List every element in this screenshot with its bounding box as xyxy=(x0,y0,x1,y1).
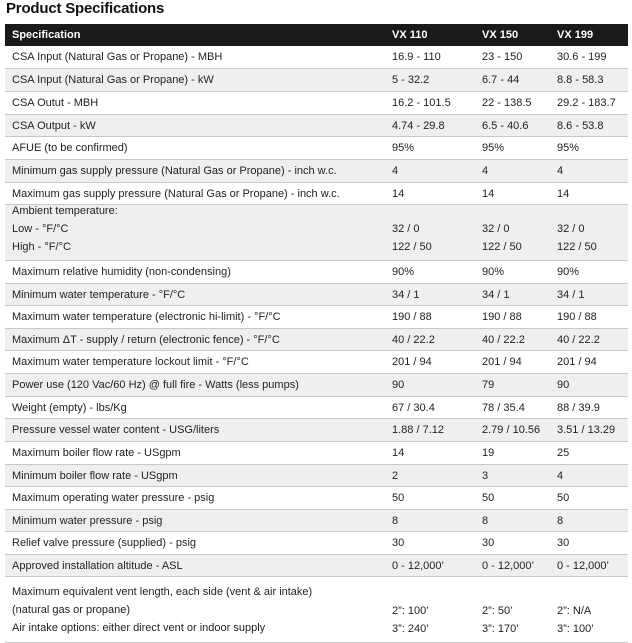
cell-text: 2 xyxy=(392,469,399,482)
vx110-value xyxy=(388,397,479,418)
vx150-value xyxy=(479,374,553,396)
cell-text: 90% xyxy=(557,266,580,278)
vx199-value xyxy=(553,487,628,509)
cell-text: 16.2 - 101.5 xyxy=(392,97,451,109)
vx150-value xyxy=(479,69,553,91)
table-row xyxy=(5,465,628,487)
cell-text: CSA Input (Natural Gas or Propane) - kW xyxy=(12,74,214,86)
vx199-value xyxy=(553,555,628,576)
cell-text: 40 / 22.2 xyxy=(482,333,525,346)
cell-text: 19 xyxy=(482,447,495,459)
cell-text: 3”: 240’ xyxy=(392,623,429,635)
table-row xyxy=(5,351,628,374)
cell-text: 122 / 50 xyxy=(482,241,522,253)
cell-text: 190 / 88 xyxy=(482,311,522,323)
cell-text: 50 xyxy=(392,492,405,504)
cell-text: 2.79 / 10.56 xyxy=(482,424,541,436)
vx150-value xyxy=(479,46,553,68)
vx110-value xyxy=(388,261,479,283)
cell-text: 4 xyxy=(557,469,564,482)
page-title: Product Specifications xyxy=(6,0,165,17)
specifications-table xyxy=(5,24,628,643)
vx199-value xyxy=(553,374,628,396)
cell-text: 40 / 22.2 xyxy=(557,333,600,346)
spec-cell xyxy=(5,183,388,204)
cell-text: 4 xyxy=(482,165,489,177)
vx150-value xyxy=(479,137,553,159)
cell-text: 29.2 - 183.7 xyxy=(557,97,616,109)
table-row xyxy=(5,397,628,419)
cell-text: 95% xyxy=(557,142,580,154)
vx110-value xyxy=(388,160,479,182)
spec-cell xyxy=(5,92,388,114)
cell-text: 16.9 - 110 xyxy=(392,51,441,63)
cell-text: 88 / 39.9 xyxy=(557,401,600,414)
table-row xyxy=(5,160,628,183)
cell-text: 5 - 32.2 xyxy=(392,74,430,86)
cell-text: Maximum operating water pressure - psig xyxy=(12,492,215,504)
vx199-value xyxy=(553,183,628,204)
table-row xyxy=(5,46,628,69)
cell-text: 50 xyxy=(482,492,495,504)
spec-cell xyxy=(5,284,388,305)
vx110-value xyxy=(388,115,479,136)
vx150-value xyxy=(479,329,553,350)
vx150-value xyxy=(479,532,553,554)
cell-text: Maximum water temperature (electronic hi-limit) - °F/°C xyxy=(12,311,281,323)
cell-text: Maximum ΔT - supply / return (electronic fence) - °F/°C xyxy=(12,333,280,346)
vx110-value xyxy=(388,487,479,509)
cell-text: 1.88 / 7.12 xyxy=(392,424,444,436)
cell-text: 8 xyxy=(482,514,489,527)
cell-text: 40 / 22.2 xyxy=(392,333,435,346)
table-row xyxy=(5,555,628,577)
spec-cell xyxy=(5,329,388,350)
cell-text: Air intake options: either direct vent or indoor supply xyxy=(12,621,266,634)
vx199-value xyxy=(553,306,628,328)
vx150-value xyxy=(479,555,553,576)
vx110-value xyxy=(388,183,479,204)
cell-text: CSA Outut - MBH xyxy=(12,97,99,109)
spec-cell xyxy=(5,306,388,328)
cell-text: 0 - 12,000’ xyxy=(482,559,534,572)
spec-cell xyxy=(5,261,388,283)
cell-text: 34 / 1 xyxy=(392,288,420,301)
cell-text: 30 xyxy=(392,537,405,549)
cell-text: 2”: 100’ xyxy=(392,605,429,617)
cell-text: 23 - 150 xyxy=(482,51,523,63)
cell-text: 8 xyxy=(557,514,564,527)
cell-text: 67 / 30.4 xyxy=(392,401,435,414)
cell-text: 90% xyxy=(482,266,505,278)
vx110-value xyxy=(388,374,479,396)
vx199-value xyxy=(553,397,628,418)
vx150-value xyxy=(479,205,553,260)
cell-text: Ambient temperature: xyxy=(12,205,118,217)
vx150-value xyxy=(479,115,553,136)
spec-cell xyxy=(5,205,388,260)
vx199-value xyxy=(553,115,628,136)
cell-text: Minimum water temperature - °F/°C xyxy=(12,288,186,301)
table-row xyxy=(5,92,628,115)
vx199-value xyxy=(553,92,628,114)
cell-text: Minimum boiler flow rate - USgpm xyxy=(12,469,178,482)
cell-text: 25 xyxy=(557,447,570,459)
cell-text: Maximum relative humidity (non-condensing) xyxy=(12,266,231,278)
vx150-value xyxy=(479,419,553,441)
spec-cell xyxy=(5,419,388,441)
table-row xyxy=(5,137,628,160)
vx199-value xyxy=(553,442,628,464)
cell-text: 30 xyxy=(482,537,495,549)
vx110-value xyxy=(388,532,479,554)
spec-cell xyxy=(5,555,388,576)
cell-text: 34 / 1 xyxy=(557,288,585,301)
vx150-value xyxy=(479,183,553,204)
cell-text: AFUE (to be confirmed) xyxy=(12,142,128,154)
cell-text: 95% xyxy=(392,142,415,154)
cell-text: 190 / 88 xyxy=(392,311,432,323)
vx199-value xyxy=(553,205,628,260)
cell-text: Maximum equivalent vent length, each side (vent & air intake) xyxy=(12,585,313,598)
cell-text: 32 / 0 xyxy=(557,223,585,235)
vx199-value xyxy=(553,160,628,182)
spec-cell xyxy=(5,397,388,418)
column-header-specification: Specification xyxy=(12,29,81,41)
vx199-value xyxy=(553,532,628,554)
cell-text: 90% xyxy=(392,266,415,278)
vx150-value xyxy=(479,442,553,464)
cell-text: 14 xyxy=(482,187,495,200)
vx110-value xyxy=(388,284,479,305)
spec-cell xyxy=(5,442,388,464)
table-header xyxy=(5,24,628,46)
spec-cell xyxy=(5,465,388,486)
cell-text: 78 / 35.4 xyxy=(482,401,525,414)
table-row xyxy=(5,374,628,397)
cell-text: 30.6 - 199 xyxy=(557,51,607,63)
cell-text: 14 xyxy=(392,187,405,200)
spec-cell xyxy=(5,487,388,509)
spec-cell xyxy=(5,351,388,373)
table-row xyxy=(5,306,628,329)
vx199-value xyxy=(553,510,628,531)
cell-text: 201 / 94 xyxy=(392,356,432,368)
table-body xyxy=(5,46,628,643)
cell-text: Power use (120 Vac/60 Hz) @ full fire - Watts (less pumps) xyxy=(12,379,299,391)
cell-text: 6.5 - 40.6 xyxy=(482,119,529,132)
vx110-value xyxy=(388,510,479,531)
spec-cell xyxy=(5,137,388,159)
cell-text: 4 xyxy=(392,165,399,177)
vx110-value xyxy=(388,306,479,328)
column-header-vx150: VX 150 xyxy=(482,29,519,41)
table-row xyxy=(5,205,628,261)
spec-cell xyxy=(5,115,388,136)
cell-text: 32 / 0 xyxy=(482,223,510,235)
vx110-value xyxy=(388,555,479,576)
cell-text: 30 xyxy=(557,537,570,549)
table-row xyxy=(5,419,628,442)
vx150-value xyxy=(479,261,553,283)
cell-text: 50 xyxy=(557,492,570,504)
cell-text: 190 / 88 xyxy=(557,311,597,323)
vx110-value xyxy=(388,69,479,91)
cell-text: CSA Output - kW xyxy=(12,119,96,132)
cell-text: 8.6 - 53.8 xyxy=(557,119,604,132)
cell-text: 90 xyxy=(557,379,570,391)
table-row xyxy=(5,442,628,465)
table-row xyxy=(5,284,628,306)
cell-text: Weight (empty) - lbs/Kg xyxy=(12,401,127,414)
vx199-value xyxy=(553,419,628,441)
cell-text: 0 - 12,000’ xyxy=(557,559,609,572)
vx150-value xyxy=(479,465,553,486)
cell-text: 14 xyxy=(392,447,405,459)
vx150-value xyxy=(479,487,553,509)
spec-cell xyxy=(5,46,388,68)
cell-text: 2”: N/A xyxy=(557,605,592,617)
cell-text: Maximum water temperature lockout limit - °F/°C xyxy=(12,356,249,368)
column-header-vx110: VX 110 xyxy=(392,29,428,41)
cell-text: 3.51 / 13.29 xyxy=(557,424,616,436)
cell-text: 4.74 - 29.8 xyxy=(392,119,445,132)
vx150-value xyxy=(479,284,553,305)
vx110-value xyxy=(388,46,479,68)
vx110-value xyxy=(388,137,479,159)
table-row xyxy=(5,532,628,555)
cell-text: 90 xyxy=(392,379,405,391)
vx199-value xyxy=(553,137,628,159)
column-header-vx199: VX 199 xyxy=(557,29,594,41)
vx199-value xyxy=(553,465,628,486)
spec-cell xyxy=(5,577,388,642)
vx110-value xyxy=(388,205,479,260)
vx199-value xyxy=(553,284,628,305)
cell-text: 0 - 12,000’ xyxy=(392,559,444,572)
spec-cell xyxy=(5,160,388,182)
cell-text: 95% xyxy=(482,142,505,154)
vx110-value xyxy=(388,351,479,373)
cell-text: 3”: 170’ xyxy=(482,623,519,635)
table-row xyxy=(5,577,628,643)
cell-text: (natural gas or propane) xyxy=(12,603,131,616)
cell-text: 3 xyxy=(482,469,489,482)
vx199-value xyxy=(553,69,628,91)
cell-text: 201 / 94 xyxy=(482,356,522,368)
spec-cell xyxy=(5,69,388,91)
cell-text: 14 xyxy=(557,187,570,200)
vx150-value xyxy=(479,92,553,114)
vx199-value xyxy=(553,46,628,68)
cell-text: Pressure vessel water content - USG/liters xyxy=(12,424,220,436)
vx110-value xyxy=(388,465,479,486)
vx110-value xyxy=(388,442,479,464)
spec-cell xyxy=(5,532,388,554)
cell-text: Minimum gas supply pressure (Natural Gas or Propane) - inch w.c. xyxy=(12,165,337,177)
cell-text: Maximum gas supply pressure (Natural Gas or Propane) - inch w.c. xyxy=(12,187,340,200)
cell-text: Maximum boiler flow rate - USgpm xyxy=(12,447,181,459)
cell-text: CSA Input (Natural Gas or Propane) - MBH xyxy=(12,51,223,63)
vx199-value xyxy=(553,261,628,283)
cell-text: 201 / 94 xyxy=(557,356,597,368)
table-row xyxy=(5,487,628,510)
table-row xyxy=(5,115,628,137)
cell-text: 8.8 - 58.3 xyxy=(557,74,604,86)
cell-text: 4 xyxy=(557,165,564,177)
vx199-value xyxy=(553,577,628,642)
vx110-value xyxy=(388,329,479,350)
spec-cell xyxy=(5,510,388,531)
vx110-value xyxy=(388,92,479,114)
cell-text: 2”: 50’ xyxy=(482,605,513,617)
table-row xyxy=(5,69,628,92)
cell-text: 122 / 50 xyxy=(392,241,432,253)
vx110-value xyxy=(388,577,479,642)
vx150-value xyxy=(479,351,553,373)
cell-text: Minimum water pressure - psig xyxy=(12,514,163,527)
cell-text: Approved installation altitude - ASL xyxy=(12,559,183,572)
table-row xyxy=(5,510,628,532)
vx199-value xyxy=(553,351,628,373)
vx150-value xyxy=(479,160,553,182)
vx150-value xyxy=(479,577,553,642)
cell-text: 34 / 1 xyxy=(482,288,510,301)
cell-text: High - °F/°C xyxy=(12,241,71,253)
cell-text: 22 - 138.5 xyxy=(482,97,532,109)
spec-cell xyxy=(5,374,388,396)
vx150-value xyxy=(479,306,553,328)
cell-text: 3”: 100’ xyxy=(557,623,594,635)
cell-text: 8 xyxy=(392,514,399,527)
vx150-value xyxy=(479,510,553,531)
cell-text: 32 / 0 xyxy=(392,223,420,235)
table-row xyxy=(5,261,628,284)
vx110-value xyxy=(388,419,479,441)
table-row xyxy=(5,329,628,351)
cell-text: 6.7 - 44 xyxy=(482,74,520,86)
vx150-value xyxy=(479,397,553,418)
cell-text: 79 xyxy=(482,379,495,391)
cell-text: 122 / 50 xyxy=(557,241,597,253)
cell-text: Low - °F/°C xyxy=(12,223,69,235)
vx199-value xyxy=(553,329,628,350)
cell-text: Relief valve pressure (supplied) - psig xyxy=(12,537,197,549)
